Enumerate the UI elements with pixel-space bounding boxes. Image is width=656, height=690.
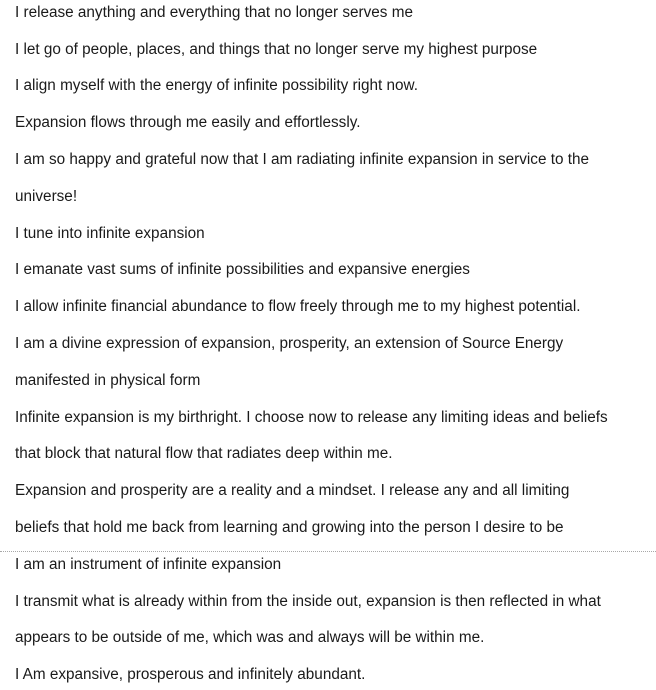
text-line: I am so happy and grateful now that I am radiating infinite expansion in service to the: [15, 151, 589, 168]
text-line: I let go of people, places, and things that no longer serve my highest purpose: [15, 41, 538, 58]
text-line: manifested in physical form: [15, 372, 201, 389]
text-line: I allow infinite financial abundance to flow freely through me to my highest potential.: [15, 298, 581, 315]
text-line: that block that natural flow that radiates deep within me.: [15, 445, 393, 462]
text-line: I transmit what is already within from the inside out, expansion is then reflected in what: [15, 593, 601, 610]
text-line: I align myself with the energy of infinite possibility right now.: [15, 77, 419, 94]
text-line: I tune into infinite expansion: [15, 225, 205, 242]
text-line: I am a divine expression of expansion, prosperity, an extension of Source Energy: [15, 335, 564, 352]
text-line: Expansion flows through me easily and effortlessly.: [15, 114, 361, 131]
text-line: I release anything and everything that no longer serves me: [15, 4, 413, 21]
text-line: I emanate vast sums of infinite possibilities and expansive energies: [15, 261, 470, 278]
text-line: I am an instrument of infinite expansion: [15, 556, 282, 573]
text-line: universe!: [15, 188, 78, 205]
text-line: Infinite expansion is my birthright. I choose now to release any limiting ideas and beliefs: [15, 409, 608, 426]
text-line: I Am expansive, prosperous and infinitely abundant.: [15, 666, 366, 683]
text-line: beliefs that hold me back from learning and growing into the person I desire to be: [15, 519, 564, 536]
text-line: Expansion and prosperity are a reality and a mindset. I release any and all limiting: [15, 482, 570, 499]
text-line: appears to be outside of me, which was and always will be within me.: [15, 629, 485, 646]
page-break-divider: [0, 551, 656, 552]
